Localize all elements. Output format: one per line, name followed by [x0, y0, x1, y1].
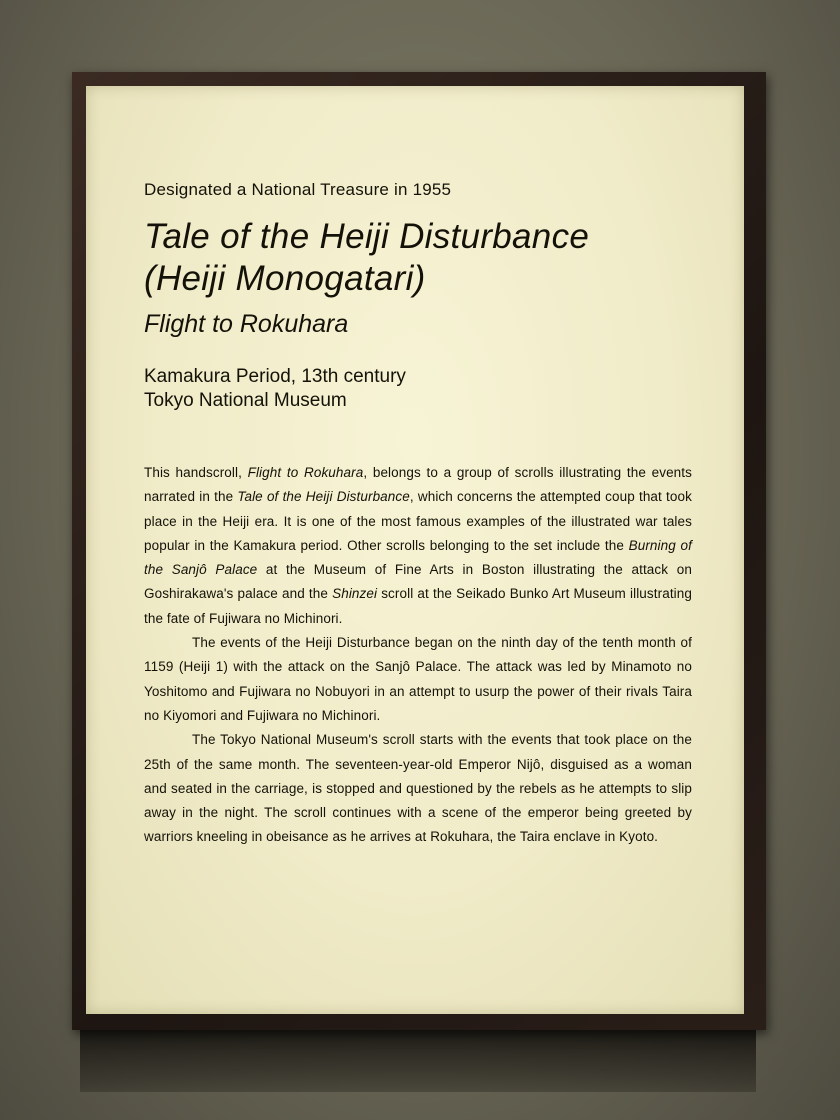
artwork-subtitle: Flight to Rokuhara	[144, 310, 349, 338]
paragraph-text: The Tokyo National Museum's scroll starts with the events that took place on the 25th of the same month. The seventeen-year-old Emperor Nijô, disguised as a woman and seated in the carriage, is stopped and questioned by the rebels as he attempts to slip away in the night. The scroll continues with a scene of the emperor being greeted by warriors kneeling in obeisance as he arrives at Rokuhara, the Taira enclave in Kyoto.	[144, 732, 692, 845]
title-line-1: Tale of the Heiji Disturbance	[144, 217, 590, 256]
paragraph-text: This handscroll,	[144, 465, 248, 480]
period-text: Kamakura Period, 13th century	[144, 366, 406, 387]
paragraph-text: at the Museum of Fine Arts in Boston illustrating the attack on Goshirakawa's palace and the	[144, 562, 692, 602]
paragraph-1	[144, 461, 692, 631]
frame-shadow	[80, 1022, 756, 1092]
artwork-meta	[144, 365, 692, 413]
italic-work-title: Shinzei	[332, 586, 378, 602]
collection-text: Tokyo National Museum	[144, 390, 347, 411]
paragraph-text: scroll at the Seikado Bunko Art Museum illustrating the fate of Fujiwara no Michinori.	[144, 586, 692, 626]
label-content	[144, 180, 692, 850]
italic-work-title: Flight to Rokuhara	[247, 465, 364, 480]
paragraph-text: The events of the Heiji Disturbance began on the ninth day of the tenth month of 1159 (Heiji 1) with the attack on the Sanjô Palace. The attack was led by Minamoto no Yoshitomo and Fujiwara no Nobuyori in an attempt to usurp the power of their rivals Taira no Kiyomori and Fujiwara no Michinori.	[144, 635, 692, 723]
sign-panel	[86, 86, 744, 1014]
description-body	[144, 461, 692, 850]
artwork-title	[144, 216, 692, 300]
designation-text: Designated a National Treasure in 1955	[144, 180, 452, 199]
paragraph-text: , belongs to a group of scrolls illustrating the events narrated in the	[144, 465, 692, 505]
title-line-2: (Heiji Monogatari)	[144, 259, 426, 298]
italic-work-title: Tale of the Heiji Disturbance	[237, 489, 410, 505]
paragraph-2	[144, 631, 692, 728]
paragraph-3	[144, 728, 692, 849]
paragraph-text: , which concerns the attempted coup that took place in the Heiji era. It is one of the most famous examples of the illustrated war tales popular in the Kamakura period. Other scrolls belonging to the set include the	[144, 489, 692, 553]
italic-work-title: Burning of the Sanjô Palace	[144, 537, 692, 578]
